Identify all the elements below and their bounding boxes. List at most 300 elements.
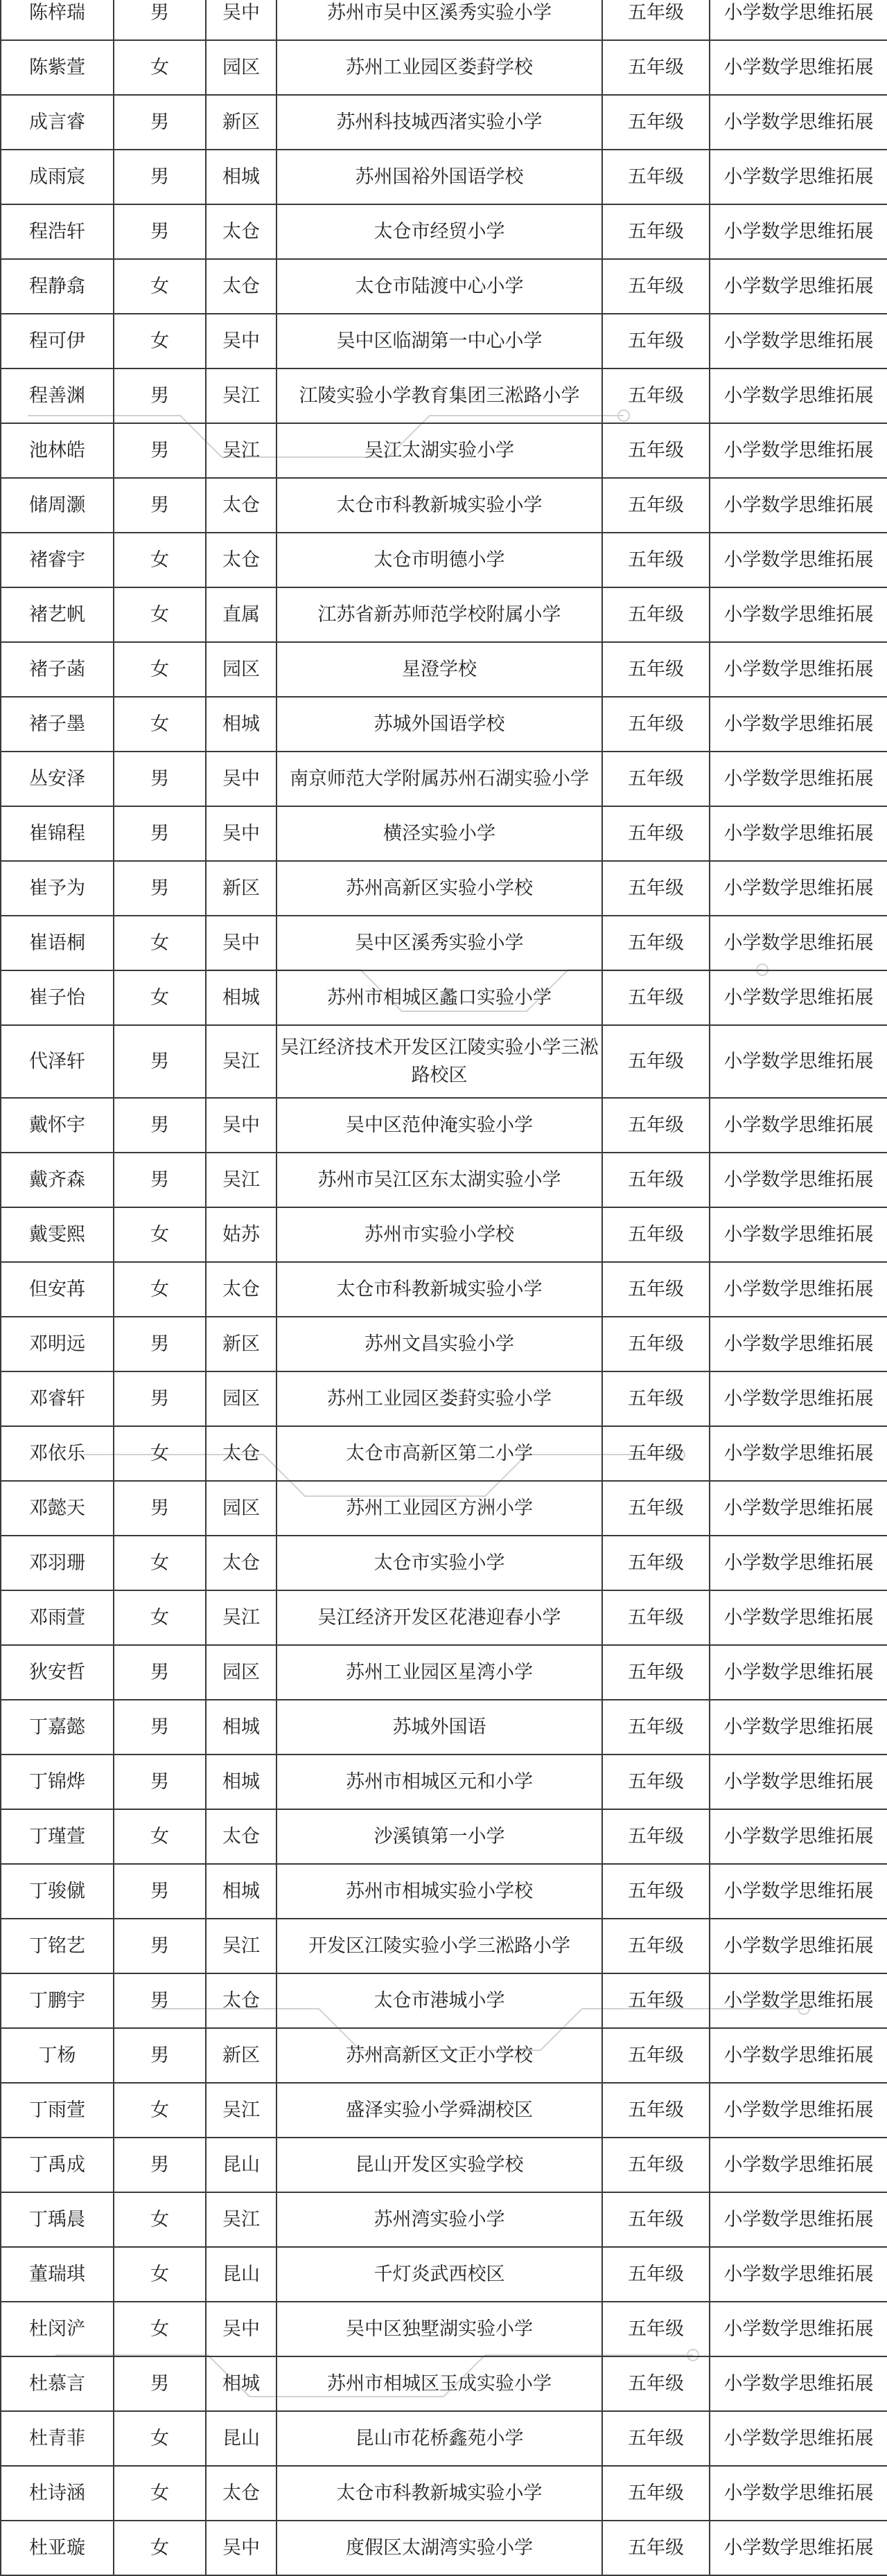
school-cell: 开发区江陵实验小学三淞路小学 — [276, 1919, 602, 1973]
course-cell: 小学数学思维拓展 — [710, 970, 887, 1025]
school-cell: 星澄学校 — [276, 642, 602, 697]
table-row — [1, 368, 887, 423]
table-row — [1, 2028, 887, 2083]
table-row — [1, 2466, 887, 2521]
table-row — [1, 1025, 887, 1098]
district-cell: 太仓 — [206, 1809, 276, 1864]
grade-cell: 五年级 — [602, 1025, 710, 1098]
table-row — [1, 2411, 887, 2466]
gender-cell: 女 — [114, 587, 206, 642]
grade-cell: 五年级 — [602, 150, 710, 204]
table-row — [1, 1919, 887, 1973]
table-body — [1, 0, 887, 2575]
grade-cell: 五年级 — [602, 916, 710, 970]
school-cell: 苏州国裕外国语学校 — [276, 150, 602, 204]
district-cell: 吴中 — [206, 916, 276, 970]
grade-cell: 五年级 — [602, 1262, 710, 1317]
table-row — [1, 1590, 887, 1645]
student-name-cell: 邓懿天 — [1, 1481, 114, 1536]
table-row — [1, 2138, 887, 2192]
gender-cell: 女 — [114, 2466, 206, 2521]
school-cell: 苏州工业园区娄葑实验小学 — [276, 1371, 602, 1426]
gender-cell: 女 — [114, 40, 206, 95]
grade-cell: 五年级 — [602, 752, 710, 806]
student-name-cell: 丛安泽 — [1, 752, 114, 806]
student-name-cell: 成雨宸 — [1, 150, 114, 204]
student-name-cell: 杜青菲 — [1, 2411, 114, 2466]
course-cell: 小学数学思维拓展 — [710, 1919, 887, 1973]
student-name-cell: 程可伊 — [1, 314, 114, 368]
course-cell: 小学数学思维拓展 — [710, 1207, 887, 1262]
course-cell: 小学数学思维拓展 — [710, 1426, 887, 1481]
district-cell: 相城 — [206, 697, 276, 752]
student-name-cell: 陈梓瑞 — [1, 0, 114, 40]
course-cell: 小学数学思维拓展 — [710, 2302, 887, 2356]
table-row — [1, 1700, 887, 1755]
student-name-cell: 程浩轩 — [1, 204, 114, 259]
school-cell: 苏州市吴江区东太湖实验小学 — [276, 1153, 602, 1207]
grade-cell: 五年级 — [602, 587, 710, 642]
student-name-cell: 杜慕言 — [1, 2356, 114, 2411]
gender-cell: 女 — [114, 2411, 206, 2466]
district-cell: 太仓 — [206, 533, 276, 587]
student-name-cell: 成言睿 — [1, 95, 114, 150]
table-row — [1, 1481, 887, 1536]
district-cell: 吴江 — [206, 2083, 276, 2138]
gender-cell: 女 — [114, 2247, 206, 2302]
table-row — [1, 916, 887, 970]
gender-cell: 男 — [114, 1317, 206, 1371]
school-cell: 南京师范大学附属苏州石湖实验小学 — [276, 752, 602, 806]
school-cell: 吴江太湖实验小学 — [276, 423, 602, 478]
gender-cell: 女 — [114, 1262, 206, 1317]
table-row — [1, 259, 887, 314]
school-cell: 吴中区范仲淹实验小学 — [276, 1098, 602, 1153]
student-name-cell: 邓明远 — [1, 1317, 114, 1371]
grade-cell: 五年级 — [602, 2466, 710, 2521]
school-cell: 苏城外国语学校 — [276, 697, 602, 752]
gender-cell: 男 — [114, 861, 206, 916]
table-row — [1, 1809, 887, 1864]
course-cell: 小学数学思维拓展 — [710, 2356, 887, 2411]
gender-cell: 女 — [114, 970, 206, 1025]
gender-cell: 男 — [114, 1700, 206, 1755]
student-name-cell: 杜亚璇 — [1, 2521, 114, 2575]
table-row — [1, 40, 887, 95]
district-cell: 吴江 — [206, 423, 276, 478]
gender-cell: 女 — [114, 697, 206, 752]
district-cell: 吴江 — [206, 2192, 276, 2247]
student-name-cell: 褚睿宇 — [1, 533, 114, 587]
gender-cell: 女 — [114, 916, 206, 970]
table-row — [1, 1536, 887, 1590]
course-cell: 小学数学思维拓展 — [710, 1864, 887, 1919]
district-cell: 园区 — [206, 1645, 276, 1700]
district-cell: 吴中 — [206, 0, 276, 40]
district-cell: 新区 — [206, 1317, 276, 1371]
school-cell: 吴中区临湖第一中心小学 — [276, 314, 602, 368]
table-row — [1, 970, 887, 1025]
grade-cell: 五年级 — [602, 314, 710, 368]
course-cell: 小学数学思维拓展 — [710, 752, 887, 806]
school-cell: 吴中区独墅湖实验小学 — [276, 2302, 602, 2356]
course-cell: 小学数学思维拓展 — [710, 916, 887, 970]
district-cell: 吴中 — [206, 2302, 276, 2356]
course-cell: 小学数学思维拓展 — [710, 2028, 887, 2083]
table-row — [1, 2083, 887, 2138]
table-row — [1, 2247, 887, 2302]
table-row — [1, 314, 887, 368]
table-row — [1, 1864, 887, 1919]
student-name-cell: 丁瑾萱 — [1, 1809, 114, 1864]
grade-cell: 五年级 — [602, 95, 710, 150]
student-name-cell: 储周灏 — [1, 478, 114, 533]
gender-cell: 男 — [114, 806, 206, 861]
student-name-cell: 丁禹成 — [1, 2138, 114, 2192]
gender-cell: 男 — [114, 1919, 206, 1973]
school-cell: 苏州市相城区蠡口实验小学 — [276, 970, 602, 1025]
school-cell: 吴中区溪秀实验小学 — [276, 916, 602, 970]
course-cell: 小学数学思维拓展 — [710, 150, 887, 204]
grade-cell: 五年级 — [602, 1919, 710, 1973]
grade-cell: 五年级 — [602, 2192, 710, 2247]
gender-cell: 男 — [114, 1864, 206, 1919]
student-name-cell: 戴齐森 — [1, 1153, 114, 1207]
course-cell: 小学数学思维拓展 — [710, 368, 887, 423]
district-cell: 太仓 — [206, 2466, 276, 2521]
district-cell: 相城 — [206, 1755, 276, 1809]
student-name-cell: 邓依乐 — [1, 1426, 114, 1481]
gender-cell: 男 — [114, 1973, 206, 2028]
district-cell: 新区 — [206, 95, 276, 150]
school-cell: 太仓市港城小学 — [276, 1973, 602, 2028]
gender-cell: 男 — [114, 752, 206, 806]
district-cell: 新区 — [206, 2028, 276, 2083]
course-cell: 小学数学思维拓展 — [710, 1262, 887, 1317]
gender-cell: 女 — [114, 2521, 206, 2575]
grade-cell: 五年级 — [602, 2521, 710, 2575]
course-cell: 小学数学思维拓展 — [710, 642, 887, 697]
school-cell: 昆山开发区实验学校 — [276, 2138, 602, 2192]
gender-cell: 男 — [114, 1098, 206, 1153]
table-row — [1, 1645, 887, 1700]
district-cell: 昆山 — [206, 2138, 276, 2192]
course-cell: 小学数学思维拓展 — [710, 423, 887, 478]
table-row — [1, 1371, 887, 1426]
gender-cell: 男 — [114, 2028, 206, 2083]
grade-cell: 五年级 — [602, 1426, 710, 1481]
gender-cell: 女 — [114, 2192, 206, 2247]
grade-cell: 五年级 — [602, 1481, 710, 1536]
course-cell: 小学数学思维拓展 — [710, 697, 887, 752]
student-name-cell: 丁嘉懿 — [1, 1700, 114, 1755]
school-cell: 盛泽实验小学舜湖校区 — [276, 2083, 602, 2138]
gender-cell: 男 — [114, 204, 206, 259]
grade-cell: 五年级 — [602, 368, 710, 423]
district-cell: 园区 — [206, 40, 276, 95]
district-cell: 姑苏 — [206, 1207, 276, 1262]
grade-cell: 五年级 — [602, 970, 710, 1025]
gender-cell: 男 — [114, 478, 206, 533]
grade-cell: 五年级 — [602, 478, 710, 533]
table-row — [1, 1098, 887, 1153]
gender-cell: 女 — [114, 1536, 206, 1590]
district-cell: 太仓 — [206, 1262, 276, 1317]
student-name-cell: 程静翕 — [1, 259, 114, 314]
school-cell: 苏州工业园区星湾小学 — [276, 1645, 602, 1700]
school-cell: 苏州文昌实验小学 — [276, 1317, 602, 1371]
table-row — [1, 2356, 887, 2411]
course-cell: 小学数学思维拓展 — [710, 1755, 887, 1809]
student-name-cell: 丁锦烨 — [1, 1755, 114, 1809]
course-cell: 小学数学思维拓展 — [710, 259, 887, 314]
gender-cell: 男 — [114, 2138, 206, 2192]
school-cell: 沙溪镇第一小学 — [276, 1809, 602, 1864]
district-cell: 太仓 — [206, 1973, 276, 2028]
school-cell: 江陵实验小学教育集团三淞路小学 — [276, 368, 602, 423]
table-row — [1, 2302, 887, 2356]
table-row — [1, 1755, 887, 1809]
grade-cell: 五年级 — [602, 1317, 710, 1371]
course-cell: 小学数学思维拓展 — [710, 1098, 887, 1153]
gender-cell: 女 — [114, 533, 206, 587]
table-row — [1, 95, 887, 150]
table-row — [1, 861, 887, 916]
school-cell: 苏州市相城实验小学校 — [276, 1864, 602, 1919]
course-cell: 小学数学思维拓展 — [710, 2192, 887, 2247]
course-cell: 小学数学思维拓展 — [710, 2083, 887, 2138]
district-cell: 太仓 — [206, 259, 276, 314]
course-cell: 小学数学思维拓展 — [710, 1973, 887, 2028]
grade-cell: 五年级 — [602, 1207, 710, 1262]
school-cell: 苏州市实验小学校 — [276, 1207, 602, 1262]
course-cell: 小学数学思维拓展 — [710, 1645, 887, 1700]
district-cell: 吴江 — [206, 1590, 276, 1645]
district-cell: 园区 — [206, 1371, 276, 1426]
gender-cell: 女 — [114, 642, 206, 697]
grade-cell: 五年级 — [602, 1371, 710, 1426]
gender-cell: 女 — [114, 2083, 206, 2138]
school-cell: 苏州市相城区玉成实验小学 — [276, 2356, 602, 2411]
course-cell: 小学数学思维拓展 — [710, 0, 887, 40]
gender-cell: 男 — [114, 368, 206, 423]
school-cell: 太仓市明德小学 — [276, 533, 602, 587]
course-cell: 小学数学思维拓展 — [710, 478, 887, 533]
school-cell: 横泾实验小学 — [276, 806, 602, 861]
school-cell: 度假区太湖湾实验小学 — [276, 2521, 602, 2575]
school-cell: 吴江经济开发区花港迎春小学 — [276, 1590, 602, 1645]
course-cell: 小学数学思维拓展 — [710, 1025, 887, 1098]
gender-cell: 男 — [114, 1645, 206, 1700]
course-cell: 小学数学思维拓展 — [710, 204, 887, 259]
student-name-cell: 池林皓 — [1, 423, 114, 478]
table-row — [1, 697, 887, 752]
school-cell: 苏州高新区文正小学校 — [276, 2028, 602, 2083]
grade-cell: 五年级 — [602, 2302, 710, 2356]
course-cell: 小学数学思维拓展 — [710, 1700, 887, 1755]
course-cell: 小学数学思维拓展 — [710, 1590, 887, 1645]
student-name-cell: 崔予为 — [1, 861, 114, 916]
student-name-cell: 程善渊 — [1, 368, 114, 423]
grade-cell: 五年级 — [602, 2247, 710, 2302]
table-row — [1, 2192, 887, 2247]
table-row — [1, 423, 887, 478]
district-cell: 昆山 — [206, 2247, 276, 2302]
student-name-cell: 邓雨萱 — [1, 1590, 114, 1645]
grade-cell: 五年级 — [602, 1809, 710, 1864]
grade-cell: 五年级 — [602, 2411, 710, 2466]
student-name-cell: 杜闵浐 — [1, 2302, 114, 2356]
student-name-cell: 丁鹏宇 — [1, 1973, 114, 2028]
school-cell: 苏州市相城区元和小学 — [276, 1755, 602, 1809]
district-cell: 直属 — [206, 587, 276, 642]
grade-cell: 五年级 — [602, 1755, 710, 1809]
course-cell: 小学数学思维拓展 — [710, 1809, 887, 1864]
district-cell: 相城 — [206, 150, 276, 204]
grade-cell: 五年级 — [602, 2028, 710, 2083]
gender-cell: 男 — [114, 150, 206, 204]
student-name-cell: 丁骏僦 — [1, 1864, 114, 1919]
district-cell: 吴江 — [206, 368, 276, 423]
district-cell: 吴江 — [206, 1153, 276, 1207]
district-cell: 新区 — [206, 861, 276, 916]
gender-cell: 女 — [114, 1809, 206, 1864]
course-cell: 小学数学思维拓展 — [710, 806, 887, 861]
district-cell: 相城 — [206, 1700, 276, 1755]
course-cell: 小学数学思维拓展 — [710, 314, 887, 368]
grade-cell: 五年级 — [602, 204, 710, 259]
district-cell: 吴中 — [206, 806, 276, 861]
grade-cell: 五年级 — [602, 2138, 710, 2192]
grade-cell: 五年级 — [602, 2083, 710, 2138]
student-name-cell: 代泽轩 — [1, 1025, 114, 1098]
district-cell: 相城 — [206, 1864, 276, 1919]
student-name-cell: 杜诗涵 — [1, 2466, 114, 2521]
grade-cell: 五年级 — [602, 1536, 710, 1590]
gender-cell: 男 — [114, 95, 206, 150]
gender-cell: 男 — [114, 1371, 206, 1426]
student-name-cell: 戴雯熙 — [1, 1207, 114, 1262]
course-cell: 小学数学思维拓展 — [710, 1317, 887, 1371]
district-cell: 吴中 — [206, 752, 276, 806]
student-name-cell: 邓羽珊 — [1, 1536, 114, 1590]
student-name-cell: 陈紫萱 — [1, 40, 114, 95]
student-name-cell: 董瑞琪 — [1, 2247, 114, 2302]
district-cell: 相城 — [206, 970, 276, 1025]
school-cell: 江苏省新苏师范学校附属小学 — [276, 587, 602, 642]
table-row — [1, 533, 887, 587]
course-cell: 小学数学思维拓展 — [710, 533, 887, 587]
student-name-cell: 崔子怡 — [1, 970, 114, 1025]
table-row — [1, 587, 887, 642]
district-cell: 太仓 — [206, 478, 276, 533]
grade-cell: 五年级 — [602, 0, 710, 40]
course-cell: 小学数学思维拓展 — [710, 2247, 887, 2302]
student-name-cell: 褚子墨 — [1, 697, 114, 752]
grade-cell: 五年级 — [602, 1700, 710, 1755]
gender-cell: 女 — [114, 314, 206, 368]
district-cell: 吴中 — [206, 2521, 276, 2575]
gender-cell: 男 — [114, 0, 206, 40]
table-row — [1, 0, 887, 40]
school-cell: 千灯炎武西校区 — [276, 2247, 602, 2302]
student-name-cell: 丁杨 — [1, 2028, 114, 2083]
school-cell: 太仓市陆渡中心小学 — [276, 259, 602, 314]
table-row — [1, 1207, 887, 1262]
district-cell: 吴江 — [206, 1919, 276, 1973]
school-cell: 苏州市吴中区溪秀实验小学 — [276, 0, 602, 40]
student-name-cell: 邓睿轩 — [1, 1371, 114, 1426]
district-cell: 太仓 — [206, 1426, 276, 1481]
student-name-cell: 狄安哲 — [1, 1645, 114, 1700]
district-cell: 相城 — [206, 2356, 276, 2411]
gender-cell: 男 — [114, 423, 206, 478]
student-name-cell: 戴怀宇 — [1, 1098, 114, 1153]
school-cell: 苏州工业园区娄葑学校 — [276, 40, 602, 95]
course-cell: 小学数学思维拓展 — [710, 2521, 887, 2575]
table-row — [1, 1262, 887, 1317]
gender-cell: 男 — [114, 1755, 206, 1809]
grade-cell: 五年级 — [602, 861, 710, 916]
table-row — [1, 642, 887, 697]
grade-cell: 五年级 — [602, 2356, 710, 2411]
course-cell: 小学数学思维拓展 — [710, 1481, 887, 1536]
school-cell: 太仓市实验小学 — [276, 1536, 602, 1590]
student-name-cell: 丁瑀晨 — [1, 2192, 114, 2247]
course-cell: 小学数学思维拓展 — [710, 1536, 887, 1590]
course-cell: 小学数学思维拓展 — [710, 1371, 887, 1426]
grade-cell: 五年级 — [602, 1098, 710, 1153]
school-cell: 太仓市经贸小学 — [276, 204, 602, 259]
gender-cell: 女 — [114, 259, 206, 314]
gender-cell: 男 — [114, 2356, 206, 2411]
gender-cell: 男 — [114, 1481, 206, 1536]
table-row — [1, 752, 887, 806]
grade-cell: 五年级 — [602, 40, 710, 95]
gender-cell: 女 — [114, 1207, 206, 1262]
school-cell: 苏城外国语 — [276, 1700, 602, 1755]
course-cell: 小学数学思维拓展 — [710, 861, 887, 916]
course-cell: 小学数学思维拓展 — [710, 2466, 887, 2521]
district-cell: 昆山 — [206, 2411, 276, 2466]
grade-cell: 五年级 — [602, 697, 710, 752]
table-row — [1, 1973, 887, 2028]
student-name-cell: 丁铭艺 — [1, 1919, 114, 1973]
grade-cell: 五年级 — [602, 533, 710, 587]
district-cell: 园区 — [206, 642, 276, 697]
grade-cell: 五年级 — [602, 806, 710, 861]
table-row — [1, 150, 887, 204]
grade-cell: 五年级 — [602, 1153, 710, 1207]
table-row — [1, 1153, 887, 1207]
gender-cell: 男 — [114, 1153, 206, 1207]
course-cell: 小学数学思维拓展 — [710, 2138, 887, 2192]
table-row — [1, 1317, 887, 1371]
student-name-cell: 崔语桐 — [1, 916, 114, 970]
gender-cell: 女 — [114, 2302, 206, 2356]
grade-cell: 五年级 — [602, 1645, 710, 1700]
course-cell: 小学数学思维拓展 — [710, 95, 887, 150]
school-cell: 太仓市科教新城实验小学 — [276, 2466, 602, 2521]
grade-cell: 五年级 — [602, 423, 710, 478]
student-name-cell: 但安苒 — [1, 1262, 114, 1317]
district-cell: 太仓 — [206, 1536, 276, 1590]
course-cell: 小学数学思维拓展 — [710, 40, 887, 95]
district-cell: 太仓 — [206, 204, 276, 259]
course-cell: 小学数学思维拓展 — [710, 1153, 887, 1207]
school-cell: 苏州高新区实验小学校 — [276, 861, 602, 916]
school-cell: 苏州工业园区方洲小学 — [276, 1481, 602, 1536]
